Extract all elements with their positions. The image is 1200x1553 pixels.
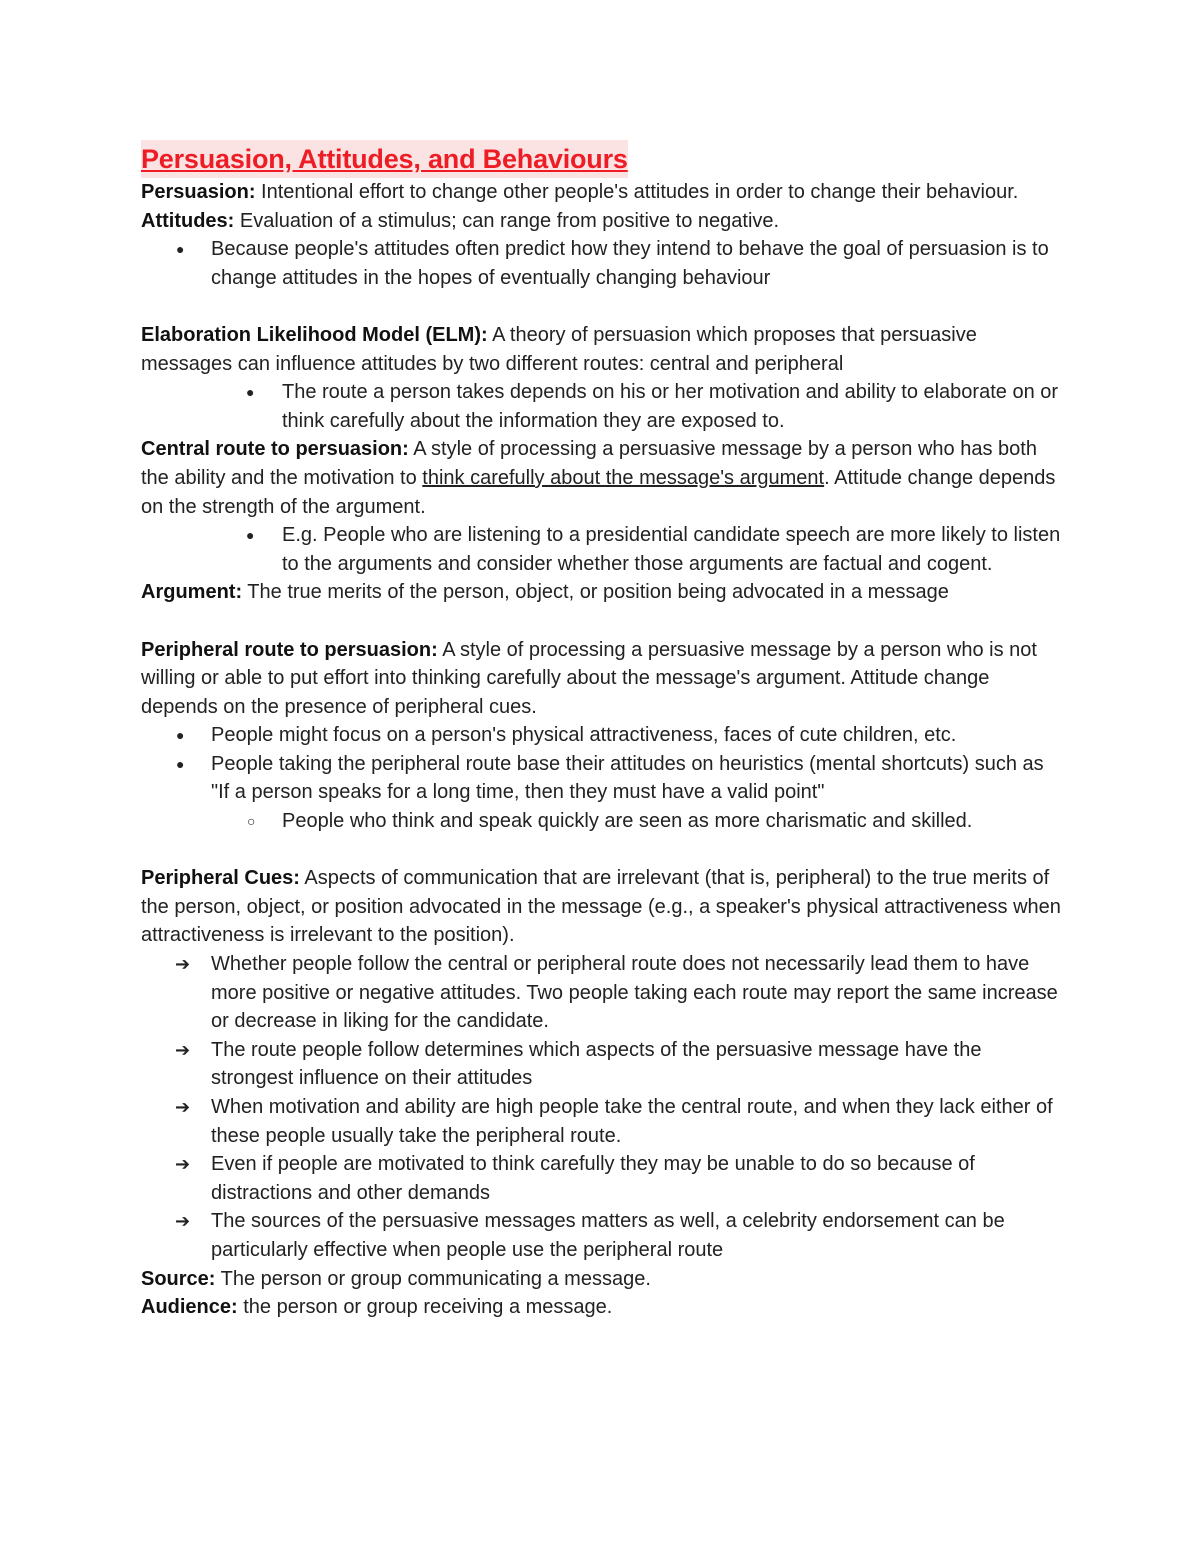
definition-term: Persuasion:	[141, 181, 256, 203]
arrow-list-item: ➔ The route people follow determines which aspects of the persuasive message have the strongest influence on their attitudes	[141, 1036, 1066, 1093]
bullet-icon: ●	[246, 527, 255, 544]
arrow-list-item: ➔ Whether people follow the central or peripheral route does not necessarily lead them to have more positive or negative attitudes. Two people taking each route may report the same increase or decrease in liking for the candidate.	[141, 950, 1066, 1036]
arrow-icon: ➔	[175, 1154, 191, 1175]
circle-bullet-icon: ○	[247, 813, 256, 830]
arrow-list-item: ➔ Even if people are motivated to think carefully they may be unable to do so because of distractions and other demands	[141, 1150, 1066, 1207]
list-item: ● People taking the peripheral route base their attitudes on heuristics (mental shortcuts) such as "If a person speaks for a long time, then they must have a valid point"	[141, 750, 1066, 807]
arrow-icon: ➔	[175, 954, 191, 975]
definition-text: Aspects of communication that are irrelevant (that is, peripheral) to the true merits of the person, object, or position advocated in the message (e.g., a speaker's physical attractiveness when attractiveness is irrelevant to the position).	[141, 867, 1061, 947]
page-title: Persuasion, Attitudes, and Behaviours	[141, 140, 1066, 178]
argument-definition	[141, 578, 1066, 607]
arrow-list-item: ➔ When motivation and ability are high people take the central route, and when they lack either of these people usually take the peripheral route.	[141, 1093, 1066, 1150]
definition-term: Source:	[141, 1267, 216, 1290]
bullet-icon: ●	[176, 241, 185, 258]
definition-text: Evaluation of a stimulus; can range from positive to negative.	[234, 209, 780, 232]
bullet-icon: ●	[176, 727, 185, 744]
persuasion-definition	[141, 178, 1066, 207]
definition-text: the person or group receiving a message.	[237, 1296, 613, 1319]
attitudes-definition	[141, 207, 1066, 236]
underlined-phrase: think carefully about the message's argument	[422, 466, 825, 489]
arrow-list-item: ➔ The sources of the persuasive messages matters as well, a celebrity endorsement can be particularly effective when people use the peripheral route	[141, 1207, 1066, 1264]
sub-list-item: ○ People who think and speak quickly are seen as more charismatic and skilled.	[141, 807, 1066, 836]
bullet-icon: ●	[246, 384, 255, 401]
definition-text: The person or group communicating a message.	[215, 1267, 651, 1290]
definition-term: Elaboration Likelihood Model (ELM):	[141, 323, 488, 346]
definition-term: Peripheral route to persuasion:	[141, 638, 438, 661]
list-item: ● The route a person takes depends on his or her motivation and ability to elaborate on or think carefully about the information they are exposed to.	[141, 378, 1066, 435]
definition-term: Audience:	[141, 1296, 238, 1319]
definition-term: Argument:	[141, 581, 243, 604]
definition-text: Intentional effort to change other people's attitudes in order to change their behaviour.	[255, 181, 1019, 203]
arrow-icon: ➔	[175, 1211, 191, 1232]
peripheral-route-definition	[141, 636, 1066, 722]
definition-text: A theory of persuasion which proposes that persuasive messages can influence attitudes by two different routes: central and peripheral	[141, 323, 977, 375]
list-item: ● E.g. People who are listening to a presidential candidate speech are more likely to listen to the arguments and consider whether those arguments are factual and cogent.	[141, 521, 1066, 578]
source-definition	[141, 1265, 1066, 1294]
list-item: ● Because people's attitudes often predict how they intend to behave the goal of persuasion is to change attitudes in the hopes of eventually changing behaviour	[141, 235, 1066, 292]
definition-text: The true merits of the person, object, or position being advocated in a message	[242, 581, 949, 604]
elm-definition	[141, 321, 1066, 378]
bullet-icon: ●	[176, 755, 185, 772]
central-route-definition: Central route to persuasion: A style of processing a persuasive message by a person who has both the ability and the motivation to think carefully about the message's argument. Attitude change depends on the strength of the argument.	[141, 438, 1056, 518]
arrow-icon: ➔	[175, 1097, 191, 1117]
definition-term: Attitudes:	[141, 209, 235, 232]
definition-term: Central route to persuasion:	[141, 438, 409, 461]
definition-term: Peripheral Cues:	[141, 867, 300, 890]
list-item: ● People might focus on a person's physical attractiveness, faces of cute children, etc.	[141, 721, 1066, 750]
arrow-icon: ➔	[175, 1039, 191, 1060]
audience-definition	[141, 1293, 1066, 1322]
document-body	[141, 140, 1066, 1322]
peripheral-cues-definition	[141, 864, 1066, 950]
definition-text: A style of processing a persuasive message by a person who is not willing or able to put effort into thinking carefully about the message's argument. Attitude change depends on the presence of peripheral cues.	[141, 638, 1037, 718]
